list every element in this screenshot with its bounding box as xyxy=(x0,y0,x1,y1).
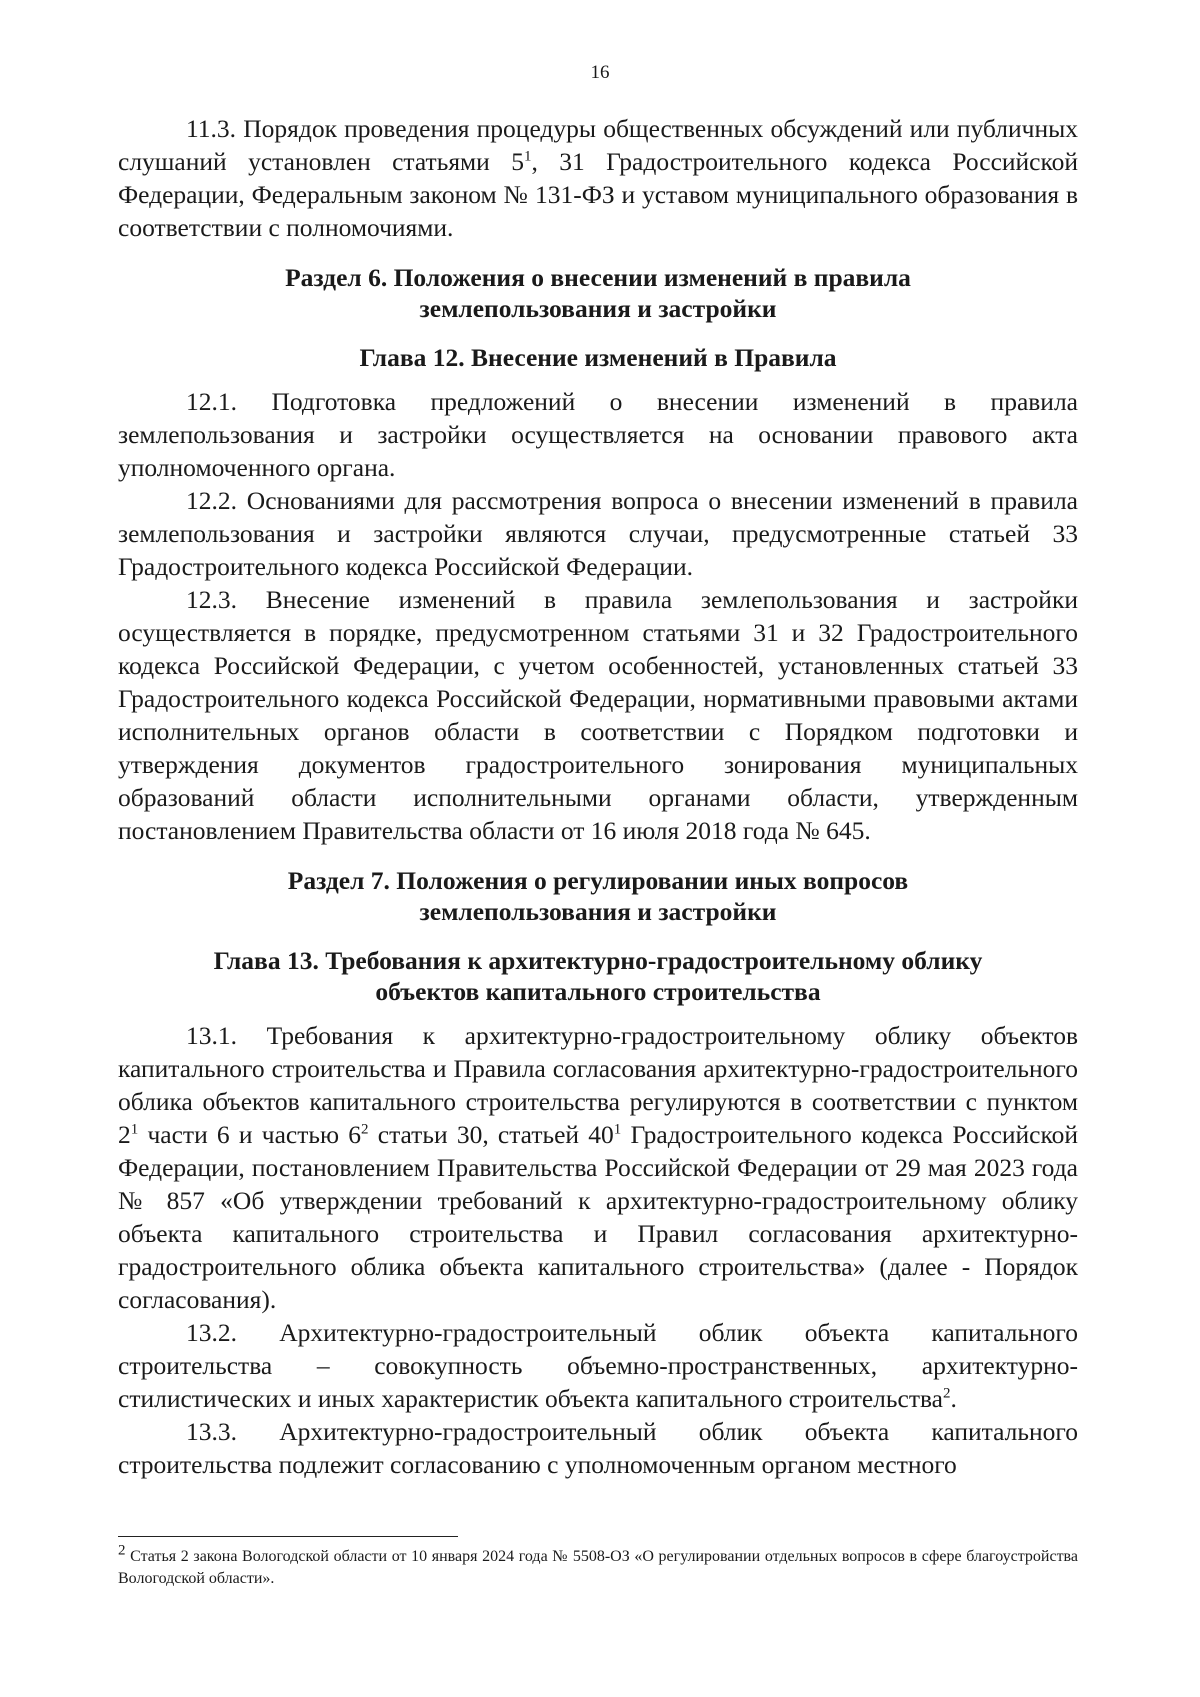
paragraph-12-1: 12.1. Подготовка предложений о внесении изменений в правила землепользования и застройки осуществляется на основании правового акта уполномоченного органа. xyxy=(118,387,1078,482)
footnote-marker: 2 xyxy=(118,1542,126,1559)
superscript: 1 xyxy=(613,1121,622,1138)
paragraph-11-3 xyxy=(118,112,1078,244)
paragraph-13-3: 13.3. Архитектурно-градостроительный облик объекта капитального строительства подлежит согласованию с уполномоченным органом местного xyxy=(118,1417,1078,1479)
footnote-separator xyxy=(118,1536,458,1537)
heading-line: землепользования и застройки xyxy=(419,294,777,323)
section-7-heading xyxy=(118,865,1078,927)
paragraph-text: 13.2. Архитектурно-градостроительный облик объекта капитального строительства – совокупность объемно-пространственных, архитектурно-стилистических и иных характеристик объекта капитального строительства xyxy=(118,1318,1078,1413)
paragraph-13-2 xyxy=(118,1316,1078,1415)
paragraph-text: Градостроительного кодекса Российской Федерации, постановлением Правительства Российской Федерации от 29 мая 2023 года № 857 «Об утверждении требований к архитектурно-градостроительному облику объекта капитального строительства и Правил согласования архитектурно-градостроительного облика объекта капитального строительства» (далее - Порядок согласования). xyxy=(118,1120,1078,1314)
chapter-12-heading: Глава 12. Внесение изменений в Правила xyxy=(359,343,837,372)
paragraph-text: 13.1. Требования к архитектурно-градостроительному облику объектов капитального строительства и Правила согласования архитектурно-градостроительного облика объектов капитального строительства регулируются в соответствии с пунктом 2 xyxy=(118,1021,1078,1149)
heading-line: Раздел 7. Положения о регулировании иных вопросов xyxy=(287,866,909,895)
paragraph-text: части 6 и частью 6 xyxy=(138,1120,362,1149)
heading-line: объектов капитального строительства xyxy=(375,977,821,1006)
chapter-13-heading xyxy=(118,945,1078,1007)
paragraph-text: . xyxy=(950,1384,957,1413)
heading-line: землепользования и застройки xyxy=(419,897,777,926)
paragraph-text: 11.3. Порядок проведения процедуры общественных обсуждений или публичных слушаний установлен статьями 5 xyxy=(118,114,1078,176)
paragraph-12-3: 12.3. Внесение изменений в правила землепользования и застройки осуществляется в порядке, предусмотренном статьями 31 и 32 Градостроительного кодекса Российской Федерации, с учетом особенностей, установленных статьей 33 Градостроительного кодекса Российской Федерации, нормативными правовыми актами исполнительных органов области в соответствии с Порядком подготовки и утверждения документов градостроительного зонирования муниципальных образований области исполнительными органами области, утвержденным постановлением Правительства области от 16 июля 2018 года № 645. xyxy=(118,585,1078,845)
superscript: 1 xyxy=(130,1121,139,1138)
superscript: 1 xyxy=(523,148,532,165)
footnote-text: Статья 2 закона Вологодской области от 10 января 2024 года № 5508-ОЗ «О регулировании отдельных вопросов в сфере благоустройства Вологодской области». xyxy=(118,1548,1078,1587)
section-6-heading xyxy=(118,262,1078,324)
paragraph-13-1 xyxy=(118,1019,1078,1316)
footnote-reference[interactable]: 2 xyxy=(943,1385,951,1402)
paragraph-12-2: 12.2. Основаниями для рассмотрения вопроса о внесении изменений в правила землепользования и застройки являются случаи, предусмотренные статьей 33 Градостроительного кодекса Российской Федерации. xyxy=(118,486,1078,581)
heading-line: Раздел 6. Положения о внесении изменений в правила xyxy=(285,263,911,292)
paragraph-text: , 31 Градостроительного кодекса Российской Федерации, Федеральным законом № 131-ФЗ и уставом муниципального образования в соответствии с полномочиями. xyxy=(118,147,1078,242)
document-body xyxy=(118,112,1078,1481)
superscript: 2 xyxy=(361,1121,369,1138)
heading-line: Глава 13. Требования к архитектурно-градостроительному облику xyxy=(213,946,983,975)
page-number: 16 xyxy=(590,62,610,83)
footnote xyxy=(118,1542,1078,1590)
paragraph-text: статьи 30, статьей 40 xyxy=(368,1120,614,1149)
